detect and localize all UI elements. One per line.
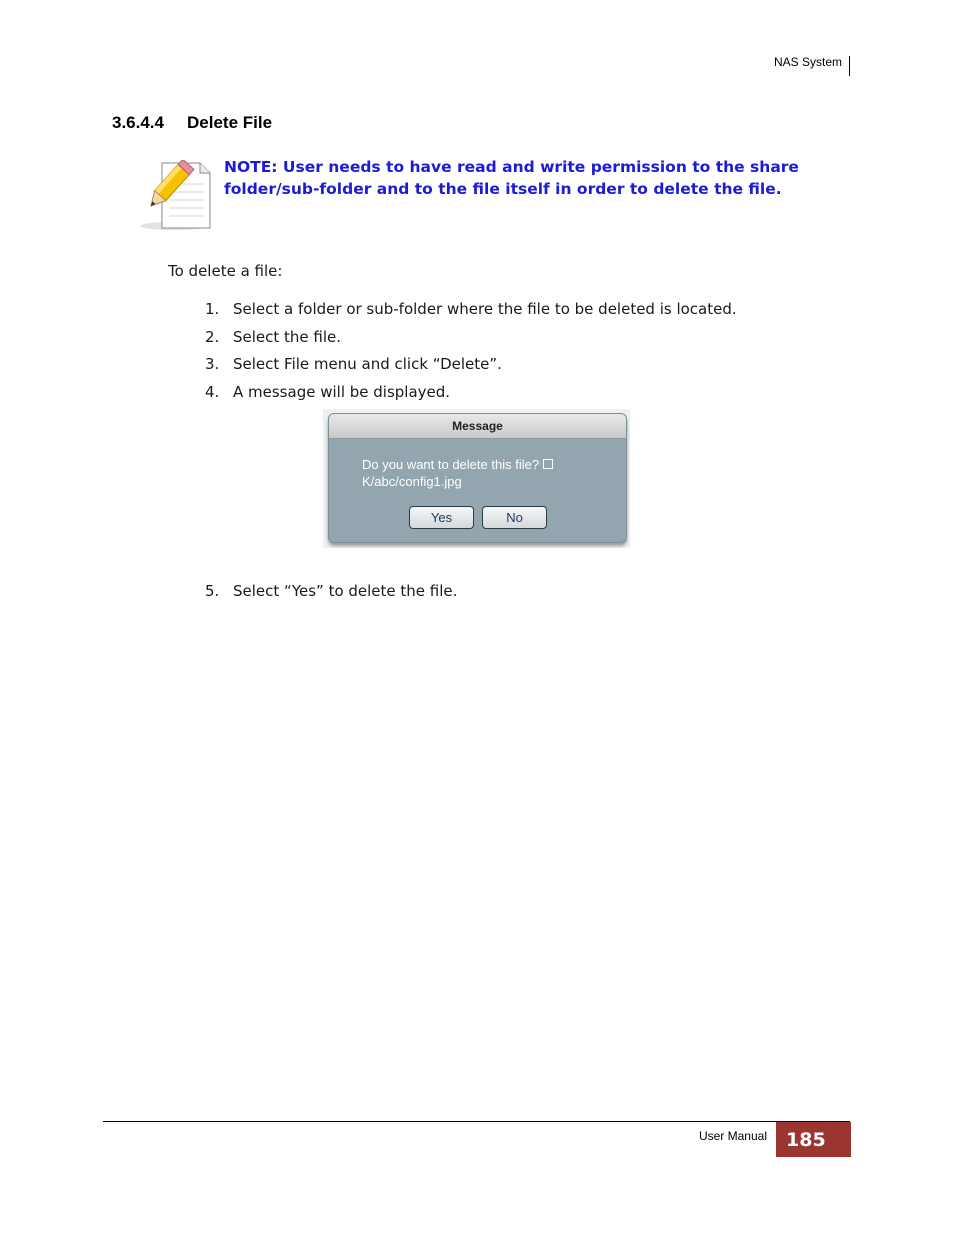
step-text: Select a folder or sub-folder where the file to be deleted is located. bbox=[233, 300, 737, 318]
dialog-screenshot bbox=[323, 409, 630, 548]
section-number: 3.6.4.4 bbox=[112, 113, 164, 132]
header-divider bbox=[849, 56, 850, 76]
page-number-badge: 185 bbox=[776, 1122, 851, 1157]
dialog-title: Message bbox=[329, 414, 626, 439]
steps-list bbox=[205, 300, 737, 410]
message-dialog bbox=[328, 413, 627, 543]
list-item bbox=[205, 582, 457, 600]
list-item bbox=[205, 328, 737, 356]
step-number: 4. bbox=[205, 382, 220, 401]
step-number: 1. bbox=[205, 300, 220, 318]
footer-label: User Manual bbox=[698, 1129, 767, 1143]
note-text: NOTE: User needs to have read and write permission to the share folder/sub-folder and to the file itself in order to delete the file. bbox=[224, 158, 799, 198]
step-text: A message will be displayed. bbox=[233, 382, 451, 401]
step-text: Select File menu and click “Delete”. bbox=[233, 355, 502, 373]
list-item bbox=[205, 383, 737, 411]
footer-divider bbox=[103, 1121, 850, 1122]
step-text: Select the file. bbox=[233, 327, 342, 346]
header-label: NAS System bbox=[773, 55, 842, 69]
dialog-message-line1: Do you want to delete this file? bbox=[362, 457, 540, 472]
note-pencil-icon bbox=[136, 160, 214, 232]
dialog-message-line2: K/abc/config1.jpg bbox=[362, 474, 462, 489]
section-title: Delete File bbox=[187, 113, 273, 132]
step-number: 5. bbox=[205, 582, 220, 600]
list-item bbox=[205, 300, 737, 328]
checkbox-icon bbox=[543, 459, 553, 469]
dialog-message bbox=[362, 456, 612, 490]
step-number: 3. bbox=[205, 355, 220, 373]
list-item bbox=[205, 355, 737, 383]
step-text: Select “Yes” to delete the file. bbox=[233, 582, 458, 600]
section-heading bbox=[112, 113, 272, 133]
no-button[interactable]: No bbox=[482, 506, 547, 529]
intro-text: To delete a file: bbox=[168, 262, 283, 280]
yes-button[interactable]: Yes bbox=[409, 506, 474, 529]
step-number: 2. bbox=[205, 327, 220, 346]
